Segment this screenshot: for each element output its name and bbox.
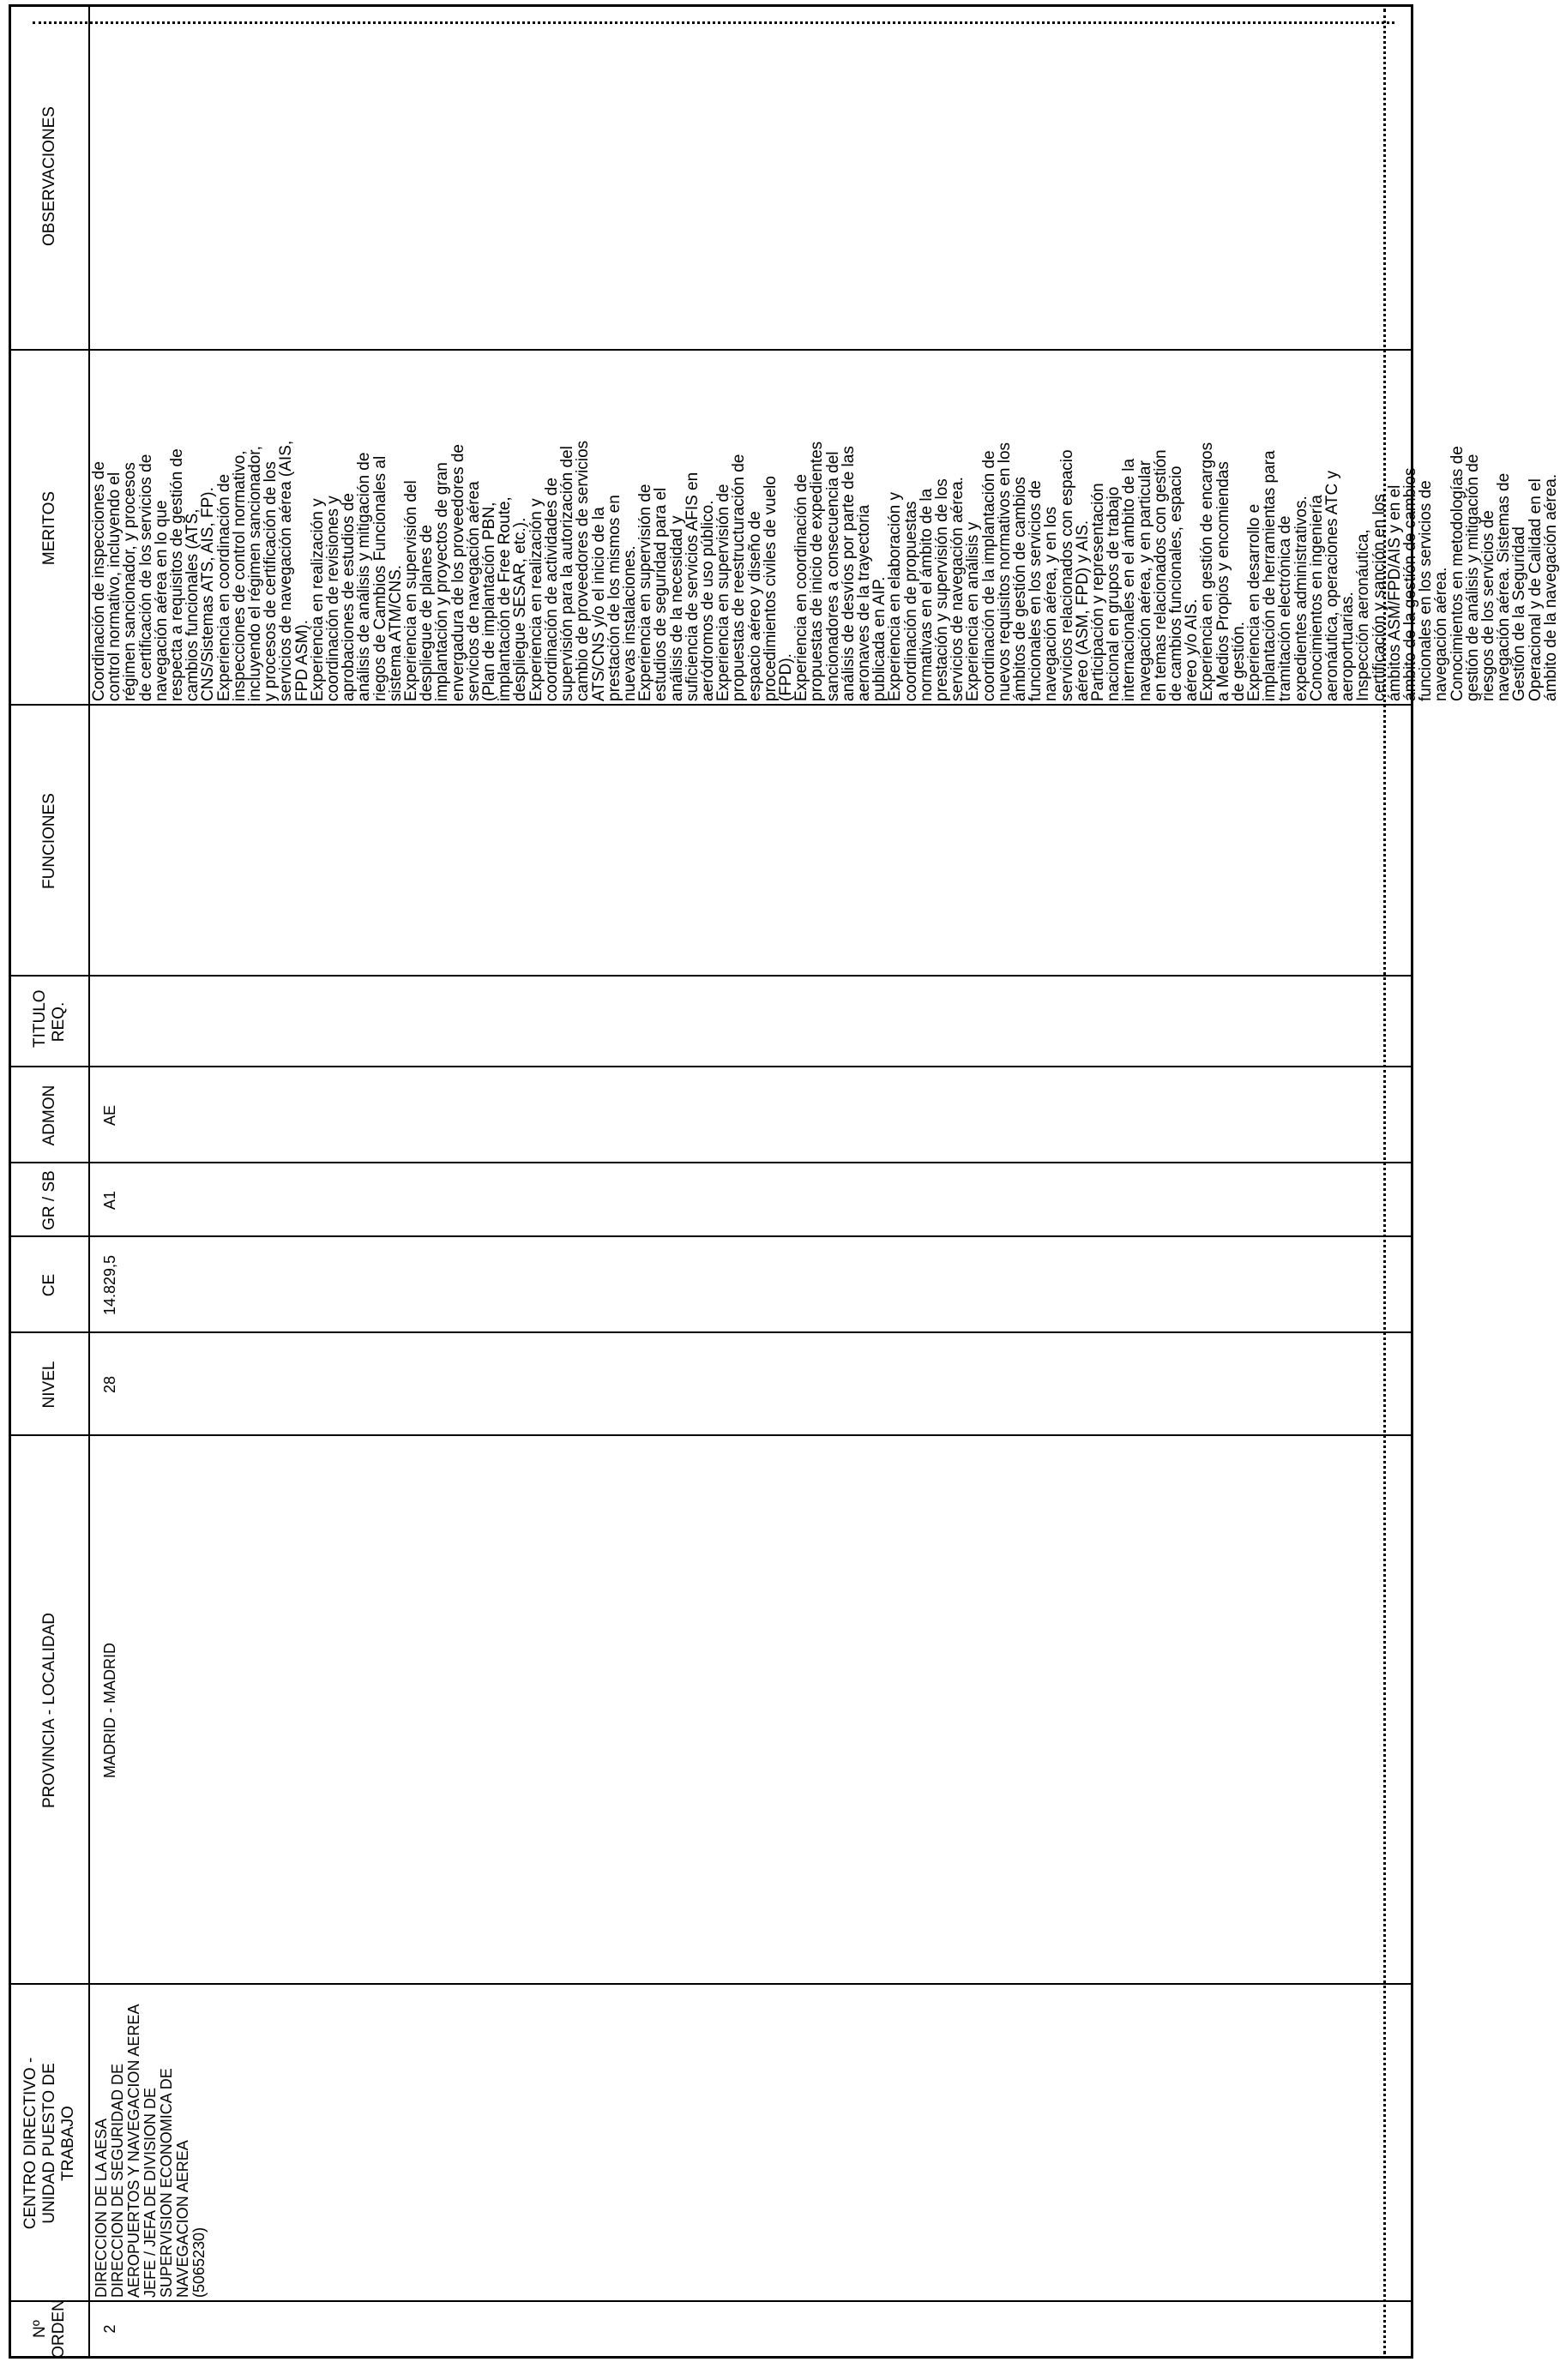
plazas-table xyxy=(9,4,1560,2359)
cell-grsb: A1 xyxy=(101,1190,118,1211)
header-titulo xyxy=(11,977,88,1067)
cell-ce: 14.829,5 xyxy=(101,1254,118,1316)
merito-item: Inspección aeronáutica, certificación y sanción en los ámbitos ASM/FPD/AIS y en el ámbito de la gestión de cambios funcionales en los servicios de navegación aérea. xyxy=(1354,467,1451,701)
cell-meritos xyxy=(90,440,1560,701)
column-divider xyxy=(11,1983,1411,1985)
cell-provincia: MADRID - MADRID xyxy=(101,1643,118,1778)
cell-nivel: 28 xyxy=(101,1375,118,1394)
header-titulo-text: TITULO REQ. xyxy=(31,989,68,1048)
column-divider xyxy=(11,1162,1411,1163)
cell-orden: 2 xyxy=(101,2324,118,2334)
column-divider xyxy=(11,2300,1411,2302)
header-ce: CE xyxy=(40,1273,58,1297)
column-divider xyxy=(11,1066,1411,1067)
header-nivel: NIVEL xyxy=(40,1361,58,1409)
merito-item: Experiencia en coordinación de inspecciones de control normativo, incluyendo el régimen sancionador, y procesos de certificación de los servicios de navegación aérea (AIS, FPD ASM). xyxy=(214,440,311,701)
header-funciones: FUNCIONES xyxy=(40,793,58,889)
header-admon: ADMON xyxy=(40,1085,58,1146)
merito-item: Experiencia en elaboración y coordinación de propuestas normativas en el ámbito de la prestación y supervisión de los servicios de navegación aérea. xyxy=(886,477,967,701)
merito-item: Experiencia en coordinación de propuestas de inicio de expedientes sancionadores a consecuencia del análisis de desvíos por parte de las aeronaves de la trayectoria publicada en AIP. xyxy=(792,441,889,701)
merito-item: Experiencia en análisis y coordinación de la implantación de nuevos requisitos normativos en los ámbitos de gestión de cambios funcionales en los servicios de navegación aérea, y en los servicios relacionados con espacio aéreo (ASM, FPD) y AIS. xyxy=(964,442,1092,701)
header-centro xyxy=(11,1985,88,2302)
column-divider xyxy=(11,704,1411,706)
merito-item: Experiencia en supervisión de estudios de seguridad para el análisis de la necesidad y suficiencia de servicios AFIS en aeródromos de uso público. xyxy=(636,472,717,701)
header-provincia: PROVINCIA - LOCALIDAD xyxy=(40,1612,58,1809)
cell-admon: AE xyxy=(101,1105,118,1127)
header-orden: Nº ORDEN xyxy=(31,2299,68,2359)
merito-item: Experiencia en supervisión del despliegue de planes de implantación y proyectos de gran envergadura de los proveedores de servicios de navegación aérea (Plan de implantación PBN, implantación de Free Route, despliegue SESAR, etc.). xyxy=(402,444,530,701)
header-observaciones: OBSERVACIONES xyxy=(40,106,58,246)
merito-item: Experiencia en supervisión de propuestas de reestructuración de espacio aéreo y diseño de procedimientos civiles de vuelo (FPD). xyxy=(714,454,795,701)
header-divider xyxy=(88,7,90,2356)
merito-item: Conocimientos en ingeniería aeronáutica, operaciones ATC y aeroportuarias. xyxy=(1307,471,1358,701)
column-divider xyxy=(11,975,1411,977)
header-grsb: GR / SB xyxy=(40,1170,58,1230)
header-centro-text: CENTRO DIRECTIVO - UNIDAD PUESTO DE TRABAJO xyxy=(21,2057,77,2230)
merito-item: Experiencia en realización y coordinación de revisiones y aprobaciones de estudios de análisis de análisis y mitigación de riegos de Cambios Funcionales al sistema ATM/CNS. xyxy=(308,452,405,701)
dotted-separator xyxy=(1383,9,1386,2354)
column-divider xyxy=(11,349,1411,351)
cell-centro: DIRECCION DE LA AESA DIRECCION DE SEGURIDAD DE AEROPUERTOS Y NAVEGACION AEREA JEFE / JEFA DE DIVISION DE SUPERVISION ECONOMICA DE NAVEGACION AEREA (5065230) xyxy=(93,2004,208,2298)
column-divider xyxy=(11,1235,1411,1237)
merito-item: Coordinación de inspecciones de control normativo, incluyendo el régimen sancionador, y procesos de certificación de los servicios de navegación aérea en lo que respecta a requisitos de gestión de cambios funcionales (ATS, CNS/Sistemas ATS, AIS, FP). xyxy=(90,448,218,701)
merito-item: Experiencia en realización y coordinación de actividades de supervisión para la autorización del cambio de proveedores de servicios ATS/CNS y/o el inicio de la prestación de los mismos en nuevas instalaciones. xyxy=(527,440,639,701)
column-divider xyxy=(11,1331,1411,1333)
merito-item: Experiencia en gestión de encargos a Medios Propios y encomiendas de gestión. xyxy=(1198,442,1248,701)
merito-item: Experiencia en desarrollo e implantación de herramientas para tramitación electrónica de expedientes administrativos. xyxy=(1245,450,1310,701)
merito-item: Participación y representación nacional en grupos de trabajo internacionales en el ámbito de la navegación aérea, y en particular en temas relacionados con gestión de cambios funcionales, espacio aéreo y/o AIS. xyxy=(1089,449,1202,701)
merito-item: Conocimientos en metodologías de gestión de análisis y mitigación de riesgos de los servicios de navegación aérea. Sistemas de Gestión de la Seguridad Operacional y de Calidad en el ámbito de la navegación aérea. xyxy=(1448,446,1560,701)
header-meritos: MERITOS xyxy=(40,490,58,566)
column-divider xyxy=(11,1434,1411,1436)
dotted-end-marker xyxy=(33,21,1394,24)
